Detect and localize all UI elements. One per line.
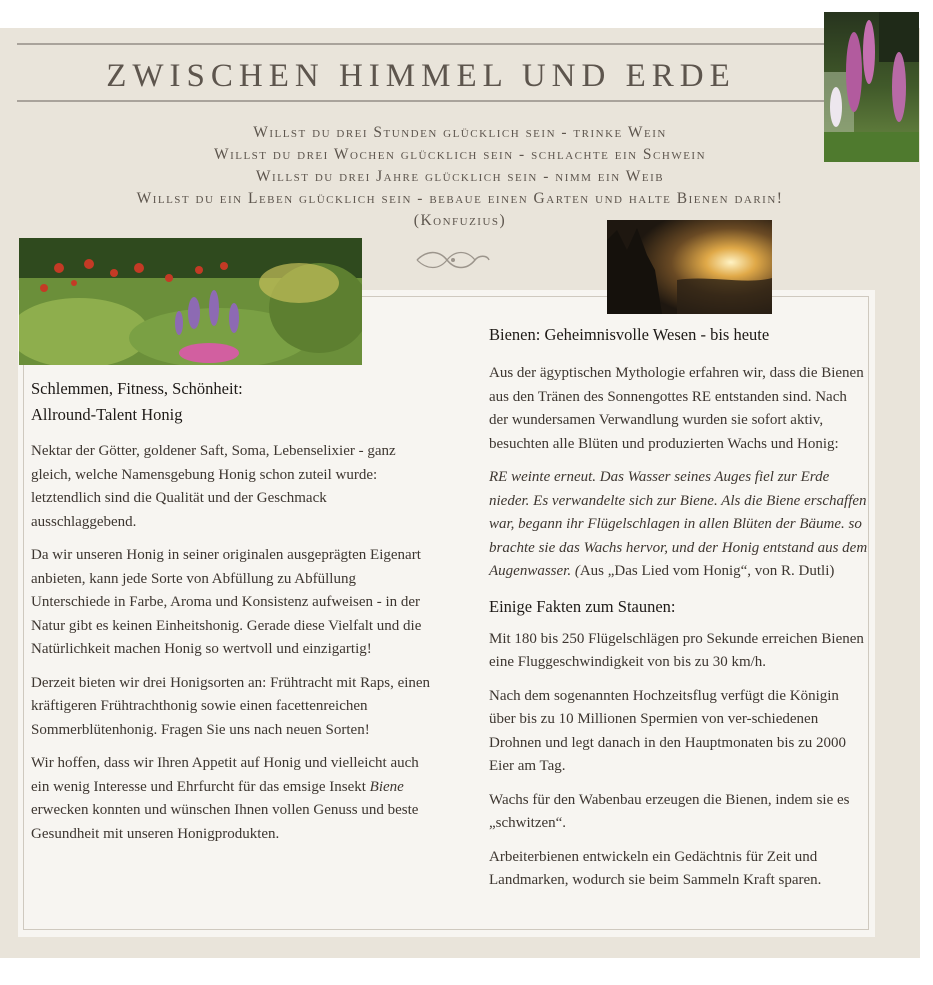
garden-photo — [19, 238, 362, 365]
ornament-icon — [413, 248, 493, 277]
left-paragraph: Derzeit bieten wir drei Honigsorten an: Frühtracht mit Raps, einen kräftigeren Frühtrachthonig sowie einen facettenreichen Sommerblütenhonig. Fragen Sie uns nach neuen Sorten! — [31, 674, 431, 738]
right-paragraph: Wachs für den Wabenbau erzeugen die Bienen, indem sie es „schwitzen“. — [489, 791, 850, 831]
right-heading-1: Bienen: Geheimnisvolle Wesen - bis heute — [489, 325, 770, 344]
title-rule-top — [17, 43, 825, 45]
left-paragraph: Da wir unseren Honig in seiner originalen ausgeprägten Eigenart anbieten, kann jede Sorte von Abfüllung zu Abfüllung Unterschiede in Farbe, Aroma und Konsistenz aufweisen - in der Natur gibt es keinen Einheitshonig. Gerade diese Vielfalt und die Natürlichkeit machen Honig so wertvoll und einzigartig! — [31, 547, 422, 657]
quote-source: Aus „Das Lied vom Honig“, von R. Dutli) — [579, 563, 835, 579]
left-paragraph: Nektar der Götter, goldener Saft, Soma, Lebenselixier - ganz gleich, welche Namensgebung Honig schon zuteil wurde: letztendlich sind die Qualität und der Geschmack ausschlaggebend. — [31, 443, 396, 530]
quote-line: Willst du ein Leben glücklich sein - bebaue einen Garten und halte Bienen darin! — [136, 190, 784, 207]
left-heading-1: Schlemmen, Fitness, Schönheit: — [31, 379, 243, 398]
title-rule-bottom — [17, 100, 825, 102]
left-column — [31, 376, 431, 856]
quote-line: Willst du drei Jahre glücklich sein - nimm ein Weib — [255, 168, 665, 185]
sunset-photo — [607, 220, 772, 314]
left-heading-2: Allround-Talent Honig — [31, 405, 183, 424]
quote-italic-text: RE weinte erneut. Das Wasser seines Auges fiel zur Erde nieder. Es verwandelte sich zur Biene. Als die Biene erschaffen war, begann ihr Flügelschlagen in allen Blüten der Bäume. so brachte sie das Wachs hervor, und der Honig entstand aus dem Augenwasser. ( — [489, 469, 868, 579]
quote-line: Willst du drei Wochen glücklich sein - schlachte ein Schwein — [213, 146, 707, 163]
left-paragraph-text: erwecken konnten und wünschen Ihnen vollen Genuss und beste Gesundheit mit unseren Honigprodukten. — [31, 802, 419, 842]
right-paragraph: Mit 180 bis 250 Flügelschlägen pro Sekunde erreichen Bienen eine Fluggeschwindigkeit von bis zu 30 km/h. — [489, 630, 864, 670]
right-paragraph: Aus der ägyptischen Mythologie erfahren wir, dass die Bienen aus den Tränen des Sonnengottes RE entstanden sind. Nach der wundersamen Verwandlung wurden sie sofort aktiv, besuchten alle Blüten und produzierten Wachs und Honig: — [489, 365, 864, 452]
quote-line: Willst du drei Stunden glücklich sein - trinke Wein — [253, 124, 667, 141]
page-title: ZWISCHEN HIMMEL UND ERDE — [106, 58, 736, 94]
right-heading-2: Einige Fakten zum Staunen: — [489, 596, 676, 616]
right-paragraph: Arbeiterbienen entwickeln ein Gedächtnis für Zeit und Landmarken, wodurch sie beim Sammeln Kraft sparen. — [489, 848, 822, 888]
biene-italic: Biene — [369, 778, 404, 795]
quote-attribution: (Konfuzius) — [413, 212, 507, 229]
mythology-quote — [489, 466, 869, 584]
confucius-quote — [20, 122, 900, 232]
left-paragraph-text: Wir hoffen, dass wir Ihren Appetit auf Honig und vielleicht auch ein wenig Interesse und Ehrfurcht für das emsige Insekt — [31, 755, 419, 795]
left-paragraph — [31, 752, 431, 846]
right-column — [489, 322, 869, 903]
right-paragraph: Nach dem sogenannten Hochzeitsflug verfügt die Königin über bis zu 10 Millionen Spermien von ver-schiedenen Drohnen und legt danach in den Hauptmonaten bis zu 2000 Eier am Tag. — [489, 687, 846, 774]
